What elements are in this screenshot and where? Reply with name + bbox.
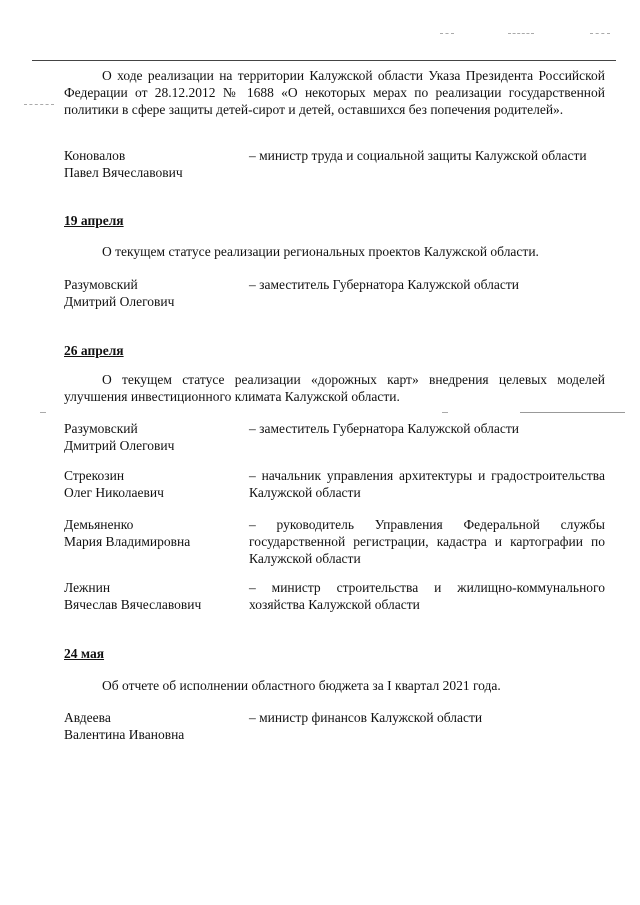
speaker-name [64, 516, 244, 550]
speaker-name [64, 709, 244, 743]
speaker-role: – заместитель Губернатора Калужской области [249, 277, 520, 292]
section-topic-block [64, 677, 605, 694]
speaker-role: – заместитель Губернатора Калужской области [249, 421, 520, 436]
section-topic: О текущем статусе реализации региональных проектов Калужской области. [102, 244, 539, 259]
section-date: 26 апреля [64, 343, 124, 358]
speaker-role: – министр труда и социальной защиты Калужской области [249, 148, 587, 163]
speaker-name [64, 579, 244, 613]
section-topic-block [64, 371, 605, 405]
speaker-name [64, 147, 244, 181]
speaker-surname: Коновалов [64, 148, 126, 163]
speaker-surname: Демьяненко [64, 517, 134, 532]
speaker-given-name: Вячеслав Вячеславович [64, 597, 202, 612]
scan-mark [40, 412, 46, 413]
section-date: 19 апреля [64, 213, 124, 228]
speaker-surname: Разумовский [64, 277, 138, 292]
speaker-name [64, 467, 244, 501]
speaker-given-name: Олег Николаевич [64, 485, 164, 500]
speaker-role: – министр финансов Калужской области [249, 710, 483, 725]
section-topic-block [64, 243, 605, 260]
speaker-given-name: Павел Вячеславович [64, 165, 183, 180]
speaker-surname: Стрекозин [64, 468, 125, 483]
speaker-surname: Разумовский [64, 421, 138, 436]
intro-section [64, 67, 605, 118]
intro-topic: О ходе реализации на территории Калужской области Указа Президента Российской Федерации от 28.12.2012 № 1688 «О некоторых мерах по реализации государственной политики в сфере защиты детей-сирот и детей, оставшихся без попечения родителей». [64, 68, 605, 117]
speaker-given-name: Дмитрий Олегович [64, 438, 175, 453]
speaker-given-name: Мария Владимировна [64, 534, 191, 549]
speaker-surname: Авдеева [64, 710, 111, 725]
scan-mark [590, 33, 610, 34]
section-topic: О текущем статусе реализации «дорожных карт» внедрения целевых моделей улучшения инвестиционного климата Калужской области. [64, 372, 605, 404]
scan-mark [442, 412, 448, 413]
scan-mark [508, 33, 534, 34]
speaker-role: – министр строительства и жилищно-коммунального хозяйства Калужской области [249, 580, 605, 612]
scan-mark [24, 104, 54, 105]
scan-mark [520, 412, 625, 413]
top-rule [32, 60, 616, 61]
speaker-given-name: Валентина Ивановна [64, 727, 185, 742]
scan-mark [440, 33, 454, 34]
speaker-role: – руководитель Управления Федеральной службы государственной регистрации, кадастра и картографии по Калужской области [249, 517, 605, 566]
speaker-name [64, 276, 244, 310]
section-date: 24 мая [64, 646, 105, 661]
speaker-surname: Лежнин [64, 580, 111, 595]
speaker-given-name: Дмитрий Олегович [64, 294, 175, 309]
speaker-role: – начальник управления архитектуры и градостроительства Калужской области [249, 468, 605, 500]
speaker-name [64, 420, 244, 454]
section-topic: Об отчете об исполнении областного бюджета за I квартал 2021 года. [102, 678, 501, 693]
